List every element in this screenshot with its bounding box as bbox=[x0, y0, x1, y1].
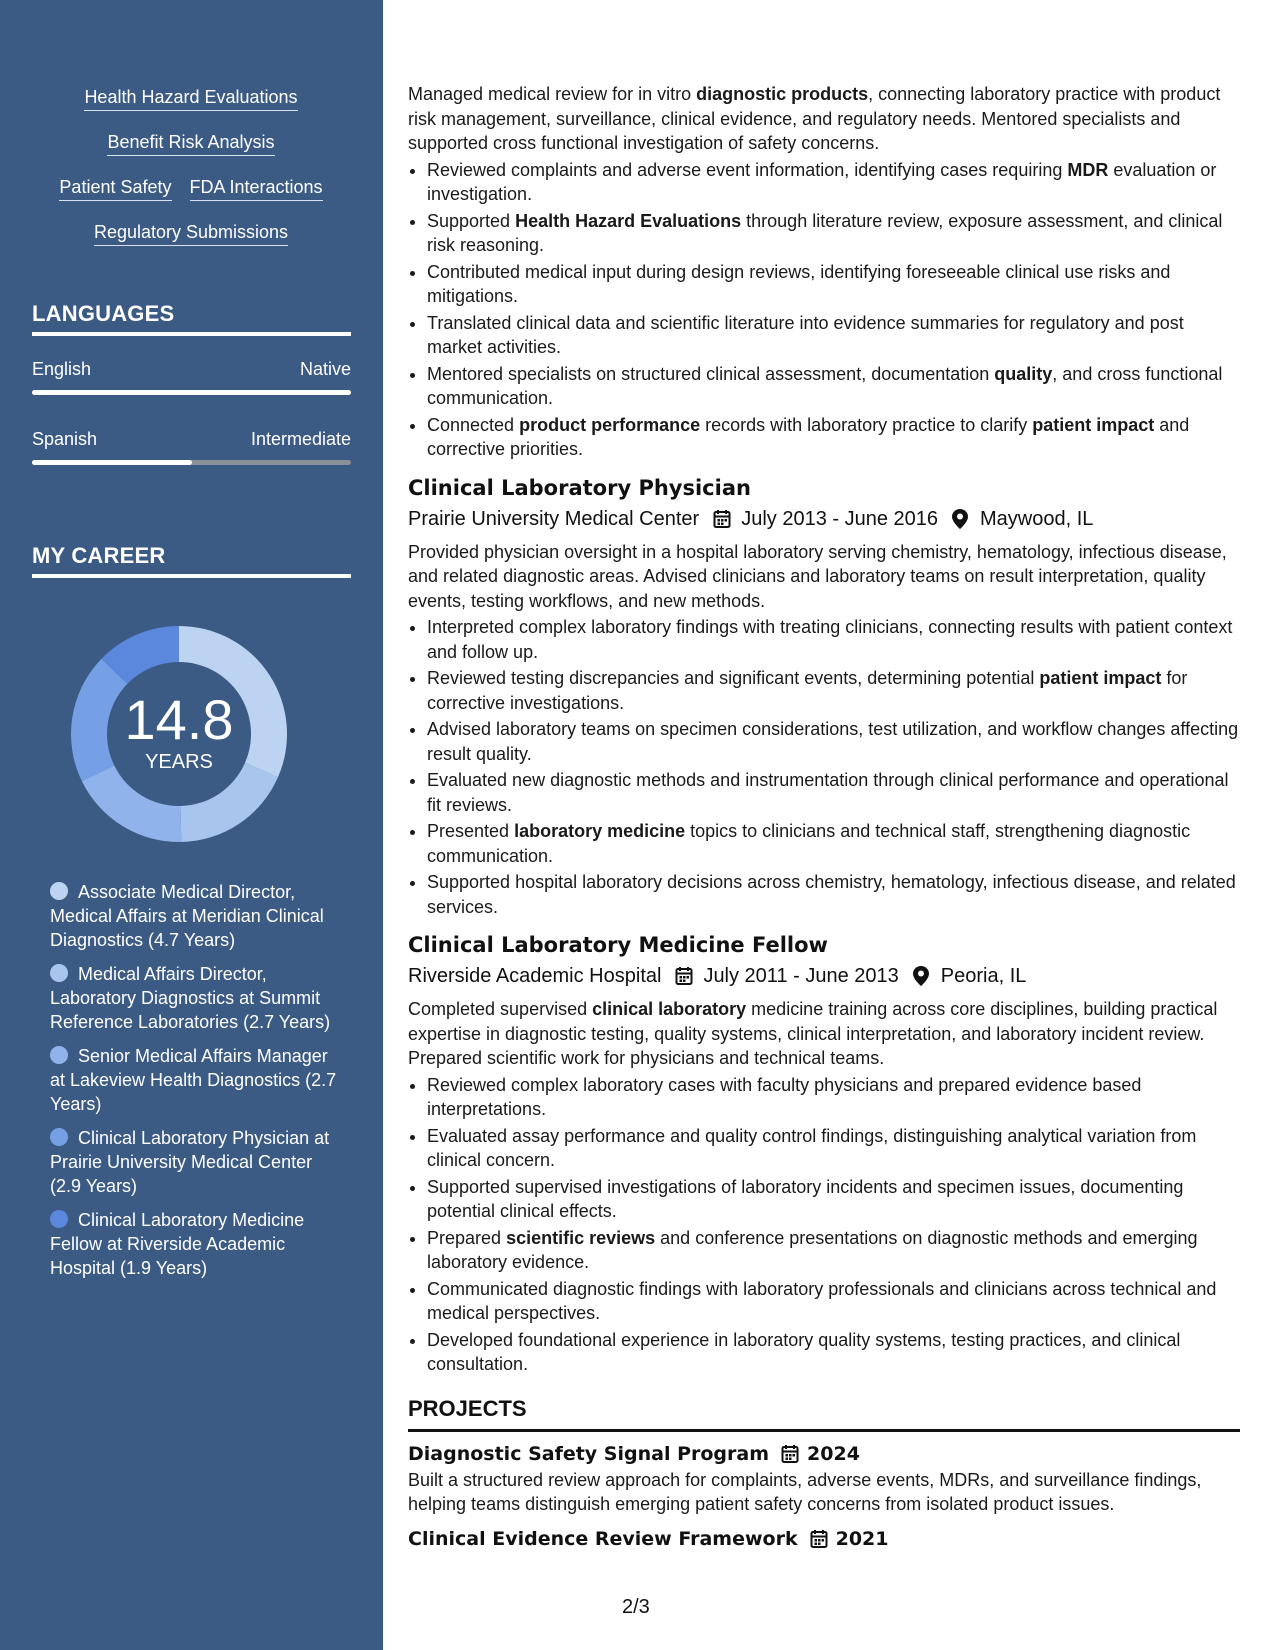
sidebar bbox=[0, 0, 383, 1650]
job-dates: July 2011 - June 2013 bbox=[703, 965, 899, 987]
career-donut-chart bbox=[64, 619, 294, 849]
project-name: Clinical Evidence Review Framework bbox=[408, 1527, 798, 1550]
language-name: English bbox=[32, 359, 92, 379]
skill-row bbox=[30, 86, 352, 111]
career-item bbox=[50, 1044, 340, 1116]
job-summary: Completed supervised clinical laboratory medicine training across core disciplines, building practical expertise in diagnostic testing, quality systems, clinical interpretation, and laboratory incident review. Prepared scientific work for physicians and technical teams. bbox=[408, 999, 1218, 1068]
legend-dot bbox=[50, 882, 68, 900]
career-item bbox=[50, 1126, 340, 1198]
projects-heading: PROJECTS bbox=[408, 1395, 1240, 1432]
career-item bbox=[50, 880, 340, 952]
language-spanish bbox=[32, 428, 351, 465]
skill-tag: Benefit Risk Analysis bbox=[107, 131, 274, 156]
skill-tag: FDA Interactions bbox=[190, 176, 323, 201]
calendar-icon bbox=[675, 966, 693, 986]
career-item-text: Medical Affairs Director, Laboratory Diagnostics at Summit Reference Laboratories (2.7 Years) bbox=[50, 964, 331, 1032]
calendar-icon bbox=[810, 1529, 828, 1549]
skill-row bbox=[30, 176, 352, 201]
bullet-item: • Communicated diagnostic findings with laboratory professionals and clinicians across technical and medical perspectives. bbox=[427, 1277, 1240, 1326]
project-title bbox=[408, 1440, 1240, 1468]
career-item-text: Associate Medical Director, Medical Affairs at Meridian Clinical Diagnostics (4.7 Years) bbox=[50, 882, 324, 950]
language-bar bbox=[32, 390, 351, 395]
bullet-item: • Presented laboratory medicine topics to clinicians and technical staff, strengthening diagnostic communication. bbox=[427, 819, 1240, 868]
career-item bbox=[50, 962, 340, 1034]
bullet-item: • Translated clinical data and scientific literature into evidence summaries for regulatory and post market activities. bbox=[427, 311, 1240, 360]
project-year: 2021 bbox=[835, 1527, 889, 1550]
bullet-item: • Reviewed complaints and adverse event information, identifying cases requiring MDR evaluation or investigation. bbox=[427, 158, 1240, 207]
job-summary: Managed medical review for in vitro diagnostic products, connecting laboratory practice with product risk management, surveillance, clinical evidence, and regulatory needs. Mentored specialists and supported cross functional investigation of safety concerns. bbox=[408, 84, 1221, 153]
job-meta bbox=[408, 961, 1240, 991]
skill-row bbox=[30, 131, 352, 156]
bullet-item: • Evaluated new diagnostic methods and instrumentation through clinical performance and operational fit reviews. bbox=[427, 768, 1240, 817]
language-english bbox=[32, 358, 351, 395]
bullet-item: • Evaluated assay performance and quality control findings, distinguishing analytical variation from clinical concern. bbox=[427, 1124, 1240, 1173]
job-bullets bbox=[408, 158, 1240, 462]
language-name: Spanish bbox=[32, 429, 98, 449]
career-item-text: Senior Medical Affairs Manager at Lakeview Health Diagnostics (2.7 Years) bbox=[50, 1046, 337, 1114]
skills-list bbox=[30, 86, 352, 266]
legend-dot bbox=[50, 1210, 68, 1228]
main-content bbox=[408, 82, 1240, 1553]
bullet-item: • Reviewed complex laboratory cases with faculty physicians and prepared evidence based interpretations. bbox=[427, 1073, 1240, 1122]
skill-tag: Regulatory Submissions bbox=[94, 221, 288, 246]
calendar-icon bbox=[713, 509, 731, 529]
page-number: 2/3 bbox=[622, 1596, 650, 1618]
language-bar bbox=[32, 460, 351, 465]
map-pin-icon bbox=[913, 966, 931, 986]
bullet-item: • Interpreted complex laboratory findings with treating clinicians, connecting results with patient context and follow up. bbox=[427, 615, 1240, 664]
legend-dot bbox=[50, 964, 68, 982]
languages-heading: LANGUAGES bbox=[32, 301, 351, 336]
skill-tag: Health Hazard Evaluations bbox=[84, 86, 297, 111]
bullet-item: • Contributed medical input during design reviews, identifying foreseeable clinical use risks and mitigations. bbox=[427, 260, 1240, 309]
job-bullets bbox=[408, 615, 1240, 919]
bullet-item: • Mentored specialists on structured clinical assessment, documentation quality, and cross functional communication. bbox=[427, 362, 1240, 411]
career-total-unit: YEARS bbox=[145, 751, 213, 773]
bullet-item: • Developed foundational experience in laboratory quality systems, testing practices, and clinical consultation. bbox=[427, 1328, 1240, 1377]
job-title: Clinical Laboratory Medicine Fellow bbox=[408, 933, 828, 957]
bullet-item: • Supported supervised investigations of laboratory incidents and specimen issues, documenting potential clinical effects. bbox=[427, 1175, 1240, 1224]
job-company: Prairie University Medical Center bbox=[408, 507, 700, 530]
job-meta bbox=[408, 504, 1240, 534]
job-title: Clinical Laboratory Physician bbox=[408, 475, 751, 500]
language-level: Intermediate bbox=[250, 429, 351, 449]
job-summary: Provided physician oversight in a hospital laboratory serving chemistry, hematology, infectious disease, and related diagnostic areas. Advised clinicians and laboratory teams on result interpretation, quality events, testing workflows, and new methods. bbox=[408, 541, 1227, 611]
job-bullets bbox=[408, 1073, 1240, 1377]
bullet-item: • Advised laboratory teams on specimen considerations, test utilization, and workflow changes affecting result quality. bbox=[427, 717, 1240, 766]
skill-tag: Patient Safety bbox=[59, 176, 171, 201]
bullet-item: • Prepared scientific reviews and conference presentations on diagnostic methods and emerging laboratory evidence. bbox=[427, 1226, 1240, 1275]
job-location: Peoria, IL bbox=[940, 965, 1027, 987]
legend-dot bbox=[50, 1046, 68, 1064]
career-legend bbox=[50, 880, 340, 1290]
bullet-item: • Reviewed testing discrepancies and significant events, determining potential patient impact for corrective investigations. bbox=[427, 666, 1240, 715]
bullet-item: • Supported hospital laboratory decisions across chemistry, hematology, infectious disease, and related services. bbox=[427, 870, 1240, 919]
career-item-text: Clinical Laboratory Medicine Fellow at Riverside Academic Hospital (1.9 Years) bbox=[50, 1210, 305, 1278]
language-level: Native bbox=[299, 359, 351, 379]
skill-row bbox=[30, 221, 352, 246]
project-description: Built a structured review approach for complaints, adverse events, MDRs, and surveillance findings, helping teams distinguish emerging patient safety concerns from isolated product issues. bbox=[408, 1469, 1202, 1514]
job-company: Riverside Academic Hospital bbox=[408, 965, 662, 987]
career-item-text: Clinical Laboratory Physician at Prairie University Medical Center (2.9 Years) bbox=[50, 1128, 330, 1196]
bullet-item: • Connected product performance records with laboratory practice to clarify patient impact and corrective priorities. bbox=[427, 413, 1240, 462]
project-title bbox=[408, 1525, 1240, 1553]
career-total-years: 14.8 bbox=[124, 688, 234, 751]
calendar-icon bbox=[781, 1444, 799, 1464]
project-name: Diagnostic Safety Signal Program bbox=[408, 1442, 770, 1465]
project-year: 2024 bbox=[807, 1442, 860, 1465]
career-heading: MY CAREER bbox=[32, 543, 351, 578]
job-location: Maywood, IL bbox=[980, 507, 1094, 530]
map-pin-icon bbox=[952, 509, 970, 529]
legend-dot bbox=[50, 1128, 68, 1146]
language-bar-fill bbox=[32, 390, 351, 395]
job-dates: July 2013 - June 2016 bbox=[741, 507, 939, 530]
language-bar-fill bbox=[32, 460, 192, 465]
career-item bbox=[50, 1208, 340, 1280]
bullet-item: • Supported Health Hazard Evaluations through literature review, exposure assessment, and clinical risk reasoning. bbox=[427, 209, 1240, 258]
